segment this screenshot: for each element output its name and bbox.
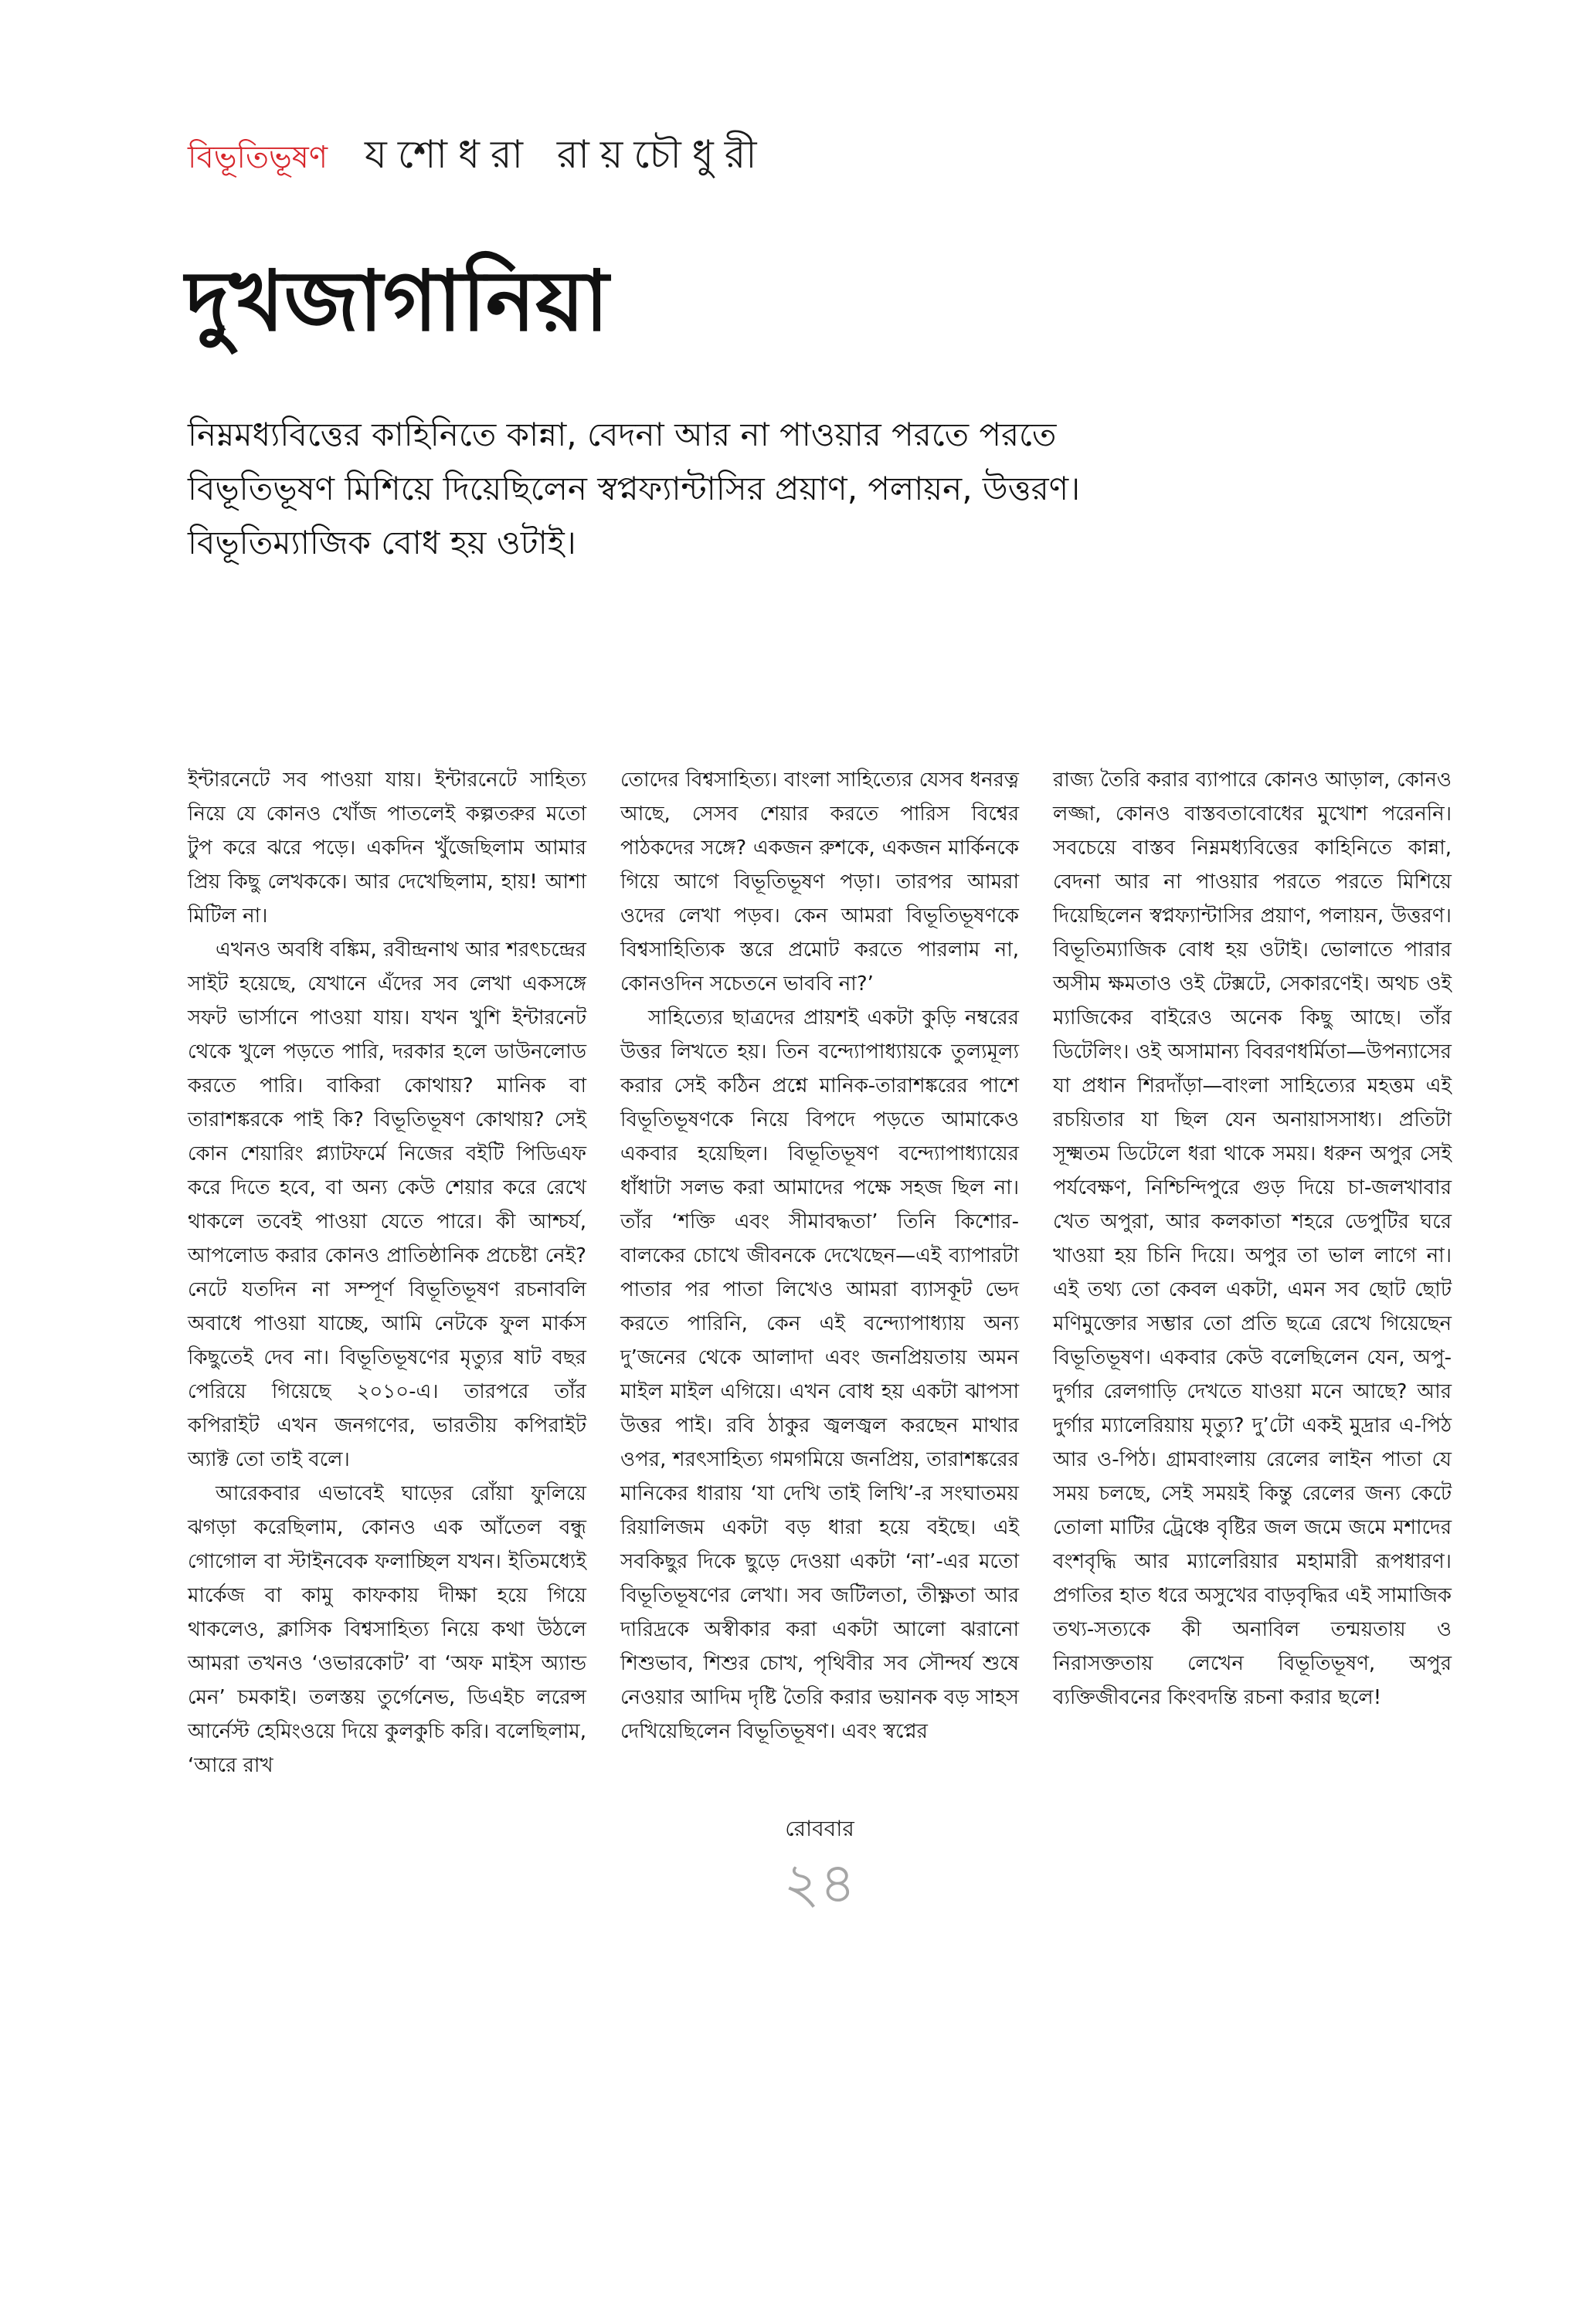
paragraph: ইন্টারনেটে সব পাওয়া যায়। ইন্টারনেটে সাহিত্য নিয়ে যে কোনও খোঁজ পাতলেই কল্পতরুর মতো টুপ করে ঝরে পড়ে। একদিন খুঁজেছিলাম আমার প্রিয় কিছু লেখককে। আর দেখেছিলাম, হায়! আশা মিটিল না। [188,768,586,928]
article-title: দুখজাগানিয়া [185,253,610,350]
paragraph: আরেকবার এভাবেই ঘাড়ের রোঁয়া ফুলিয়ে ঝগড়া করেছিলাম, কোনও এক আঁতেল বন্ধু গোগোল বা স্টাইনবেক ফলাচ্ছিল যখন। ইতিমধ্যেই মার্কেজ বা কামু কাফকায় দীক্ষা হয়ে গিয়ে থাকলেও, ক্লাসিক বিশ্বসাহিত্য নিয়ে কথা উঠলে আমরা তখনও ‘ওভারকোট’ বা ‘অফ মাইস অ্যান্ড মেন’ চমকাই। তলস্তয় তুর্গেনেভ, ডিএইচ লরেন্স আর্নেস্ট হেমিংওয়ে দিয়ে কুলকুচি করি। বলেছিলাম, ‘আরে রাখ [188,1482,586,1777]
publication-name: রোববার [785,1816,854,1841]
paragraph: সাহিত্যের ছাত্রদের প্রায়শই একটা কুড়ি নম্বরের উত্তর লিখতে হয়। তিন বন্দ্যোপাধ্যায়কে তুল্যমূল্য করার সেই কঠিন প্রশ্নে মানিক-তারাশঙ্করের পাশে বিভূতিভূষণকে নিয়ে বিপদে পড়তে আমাকেও একবার হয়েছিল। বিভূতিভূষণ বন্দ্যোপাধ্যায়ের ধাঁধাটা সলভ করা আমাদের পক্ষে সহজ ছিল না। তাঁর ‘শক্তি এবং সীমাবদ্ধতা’ তিনি কিশোর-বালকের চোখে জীবনকে দেখেছেন—এই ব্যাপারটা পাতার পর পাতা লিখেও আমরা ব্যাসকূট ভেদ করতে পারিনি, কেন এই বন্দ্যোপাধ্যায় অন্য দু’জনের থেকে আলাদা এবং জনপ্রিয়তায় অমন মাইল মাইল এগিয়ে। এখন বোধ হয় একটা ঝাপসা উত্তর পাই। রবি ঠাকুর জ্বলজ্বল করছেন মাথার ওপর, শরৎসাহিত্য গমগমিয়ে জনপ্রিয়, তারাশঙ্করের মানিকের ধারায় ‘যা দেখি তাই লিখি’-র সংঘাতময় রিয়ালিজম একটা বড় ধারা হয়ে বইছে। এই সবকিছুর দিকে ছুড়ে দেওয়া একটা ‘না’-এর মতো বিভূতিভূষণের লেখা। সব জটিলতা, তীক্ষ্ণতা আর দারিদ্রকে অস্বীকার করা একটা আলো ঝরানো শিশুভাব, শিশুর চোখ, পৃথিবীর সব সৌন্দর্য শুষে নেওয়ার আদিম দৃষ্টি তৈরি করার ভয়ানক বড় সাহস দেখিয়েছিলেন বিভূতিভূষণ। এবং স্বপ্নের [620,1006,1019,1743]
article-standfirst: নিম্নমধ্যবিত্তের কাহিনিতে কান্না, বেদনা আর না পাওয়ার পরতে পরতে বিভূতিভূষণ মিশিয়ে দিয়েছিলেন স্বপ্নফ্যান্টাসির প্রয়াণ, পলায়ন, উত্তরণ। বিভূতিম্যাজিক বোধ হয় ওটাই। [188,416,1081,561]
body-column-3 [1053,763,1452,1715]
article-header [188,130,1453,180]
page-number: ২৪ [783,1851,856,1916]
body-column-1 [188,763,586,1783]
paragraph: রাজ্য তৈরি করার ব্যাপারে কোনও আড়াল, কোনও লজ্জা, কোনও বাস্তবতাবোধের মুখোশ পরেননি। সবচেয়ে বাস্তব নিম্নমধ্যবিত্তের কাহিনিতে কান্না, বেদনা আর না পাওয়ার পরতে পরতে মিশিয়ে দিয়েছিলেন স্বপ্নফ্যান্টাসির প্রয়াণ, পলায়ন, উত্তরণ। বিভূতিম্যাজিক বোধ হয় ওটাই। ভোলাতে পারার অসীম ক্ষমতাও ওই টেক্সটে, সেকারণেই। অথচ ওই ম্যাজিকের বাইরেও অনেক কিছু আছে। তাঁর ডিটেলিং। ওই অসামান্য বিবরণধর্মিতা—উপন্যাসের যা প্রধান শিরদাঁড়া—বাংলা সাহিত্যের মহত্তম এই রচয়িতার যা ছিল যেন অনায়াসসাধ্য। প্রতিটা সূক্ষ্মতম ডিটেলে ধরা থাকে সময়। ধরুন অপুর সেই পর্যবেক্ষণ, নিশ্চিন্দিপুরে গুড় দিয়ে চা-জলখাবার খেত অপুরা, আর কলকাতা শহরে ডেপুটির ঘরে খাওয়া হয় চিনি দিয়ে। অপুর তা ভাল লাগে না। এই তথ্য তো কেবল একটা, এমন সব ছোট ছোট মণিমুক্তোর সম্ভার তো প্রতি ছত্রে রেখে গিয়েছেন বিভূতিভূষণ। একবার কেউ বলেছিলেন যেন, অপু-দুর্গার রেলগাড়ি দেখতে যাওয়া মনে আছে? আর দুর্গার ম্যালেরিয়ায় মৃত্যু? দু’টো একই মুদ্রার এ-পিঠ আর ও-পিঠ। গ্রামবাংলায় রেলের লাইন পাতা যে সময় চলছে, সেই সময়ই কিন্তু রেলের জন্য কেটে তোলা মাটির ট্রেঞ্চে বৃষ্টির জল জমে জমে মশাদের বংশবৃদ্ধি আর ম্যালেরিয়ার মহামারী রূপধারণ। প্রগতির হাত ধরে অসুখের বাড়বৃদ্ধির এই সামাজিক তথ্য-সত্যকে কী অনাবিল তন্ময়তায় ও নিরাসক্ততায় লেখেন বিভূতিভূষণ, অপুর ব্যক্তিজীবনের কিংবদন্তি রচনা করার ছলে! [1053,768,1452,1709]
article-body [188,763,1452,1783]
author-byline: যশোধরা রায়চৌধুরী [365,132,768,177]
paragraph: তোদের বিশ্বসাহিত্য। বাংলা সাহিত্যের যেসব ধনরত্ন আছে, সেসব শেয়ার করতে পারিস বিশ্বের পাঠকদের সঙ্গে? একজন রুশকে, একজন মার্কিনকে গিয়ে আগে বিভূতিভূষণ পড়া। তারপর আমরা ওদের লেখা পড়ব। কেন আমরা বিভূতিভূষণকে বিশ্বসাহিত্যিক স্তরে প্রমোট করতে পারলাম না, কোনওদিন সচেতনে ভাববি না?’ [620,768,1019,996]
page-footer [188,1813,1452,1917]
section-label: বিভূতিভূষণ [188,140,328,175]
paragraph: এখনও অবধি বঙ্কিম, রবীন্দ্রনাথ আর শরৎচন্দ্রের সাইট হয়েছে, যেখানে এঁদের সব লেখা একসঙ্গে সফট ভার্সানে পাওয়া যায়। যখন খুশি ইন্টারনেট থেকে খুলে পড়তে পারি, দরকার হলে ডাউনলোড করতে পারি। বাকিরা কোথায়? মানিক বা তারাশঙ্করকে পাই কি? বিভূতিভূষণ কোথায়? সেই কোন শেয়ারিং প্ল্যাটফর্মে নিজের বইটি পিডিএফ করে দিতে হবে, বা অন্য কেউ শেয়ার করে রেখে থাকলে তবেই পাওয়া যেতে পারে। কী আশ্চর্য, আপলোড করার কোনও প্রাতিষ্ঠানিক প্রচেষ্টা নেই? নেটে যতদিন না সম্পূর্ণ বিভূতিভূষণ রচনাবলি অবাধে পাওয়া যাচ্ছে, আমি নেটকে ফুল মার্কস কিছুতেই দেব না। বিভূতিভূষণের মৃত্যুর ষাট বছর পেরিয়ে গিয়েছে ২০১০-এ। তারপরে তাঁর কপিরাইট এখন জনগণের, ভারতীয় কপিরাইট অ্যাক্ট তো তাই বলে। [188,938,586,1471]
body-column-2 [620,763,1019,1749]
